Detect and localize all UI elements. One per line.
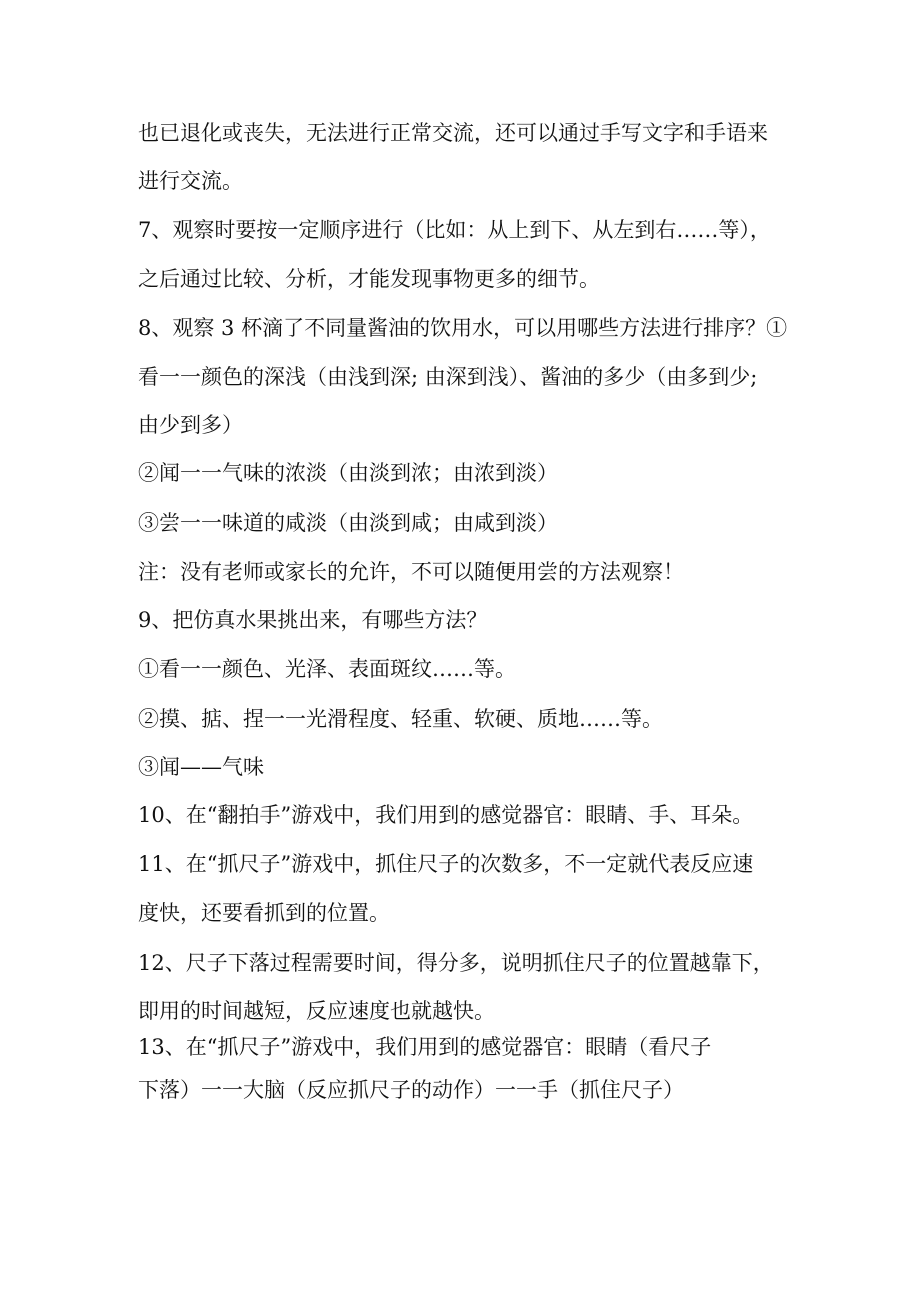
text-line: 下落）一一大脑（反应抓尺子的动作）一一手（抓住尺子） (138, 1078, 684, 1102)
text-line: 12、尺子下落过程需要时间，得分多，说明抓住尺子的位置越靠下， (138, 951, 774, 975)
text-line: 度快，还要看抓到的位置。 (138, 901, 390, 925)
text-line: ③闻——气味 (138, 755, 264, 779)
text-line: ②摸、掂、捏一一光滑程度、轻重、软硬、质地……等。 (138, 707, 663, 731)
text-line: 即用的时间越短，反应速度也就越快。 (138, 999, 495, 1023)
text-line: 7、观察时要按一定顺序进行（比如：从上到下、从左到右……等）， (138, 218, 771, 242)
text-line: 看一一颜色的深浅（由浅到深; 由深到浅）、酱油的多少（由多到少; (138, 365, 758, 389)
text-line: 11、在“抓尺子”游戏中，抓住尺子的次数多，不一定就代表反应速 (138, 852, 754, 876)
text-line: ③尝一一味道的咸淡（由淡到咸；由咸到淡） (138, 511, 558, 535)
text-line: ①看一一颜色、光泽、表面斑纹……等。 (138, 657, 516, 681)
text-line: 9、把仿真水果挑出来，有哪些方法？ (138, 608, 488, 632)
text-line: 13、在“抓尺子”游戏中，我们用到的感觉器官：眼睛（看尺子 (138, 1035, 712, 1059)
text-line: ②闻一一气味的浓淡（由淡到浓；由浓到淡） (138, 461, 558, 485)
text-line: 进行交流。 (138, 169, 243, 193)
text-line: 10、在“翻拍手”游戏中，我们用到的感觉器官：眼睛、手、耳朵。 (138, 803, 754, 827)
text-line: 也已退化或丧失，无法进行正常交流，还可以通过手写文字和手语来 (138, 121, 768, 145)
text-line: 之后通过比较、分析，才能发现事物更多的细节。 (138, 267, 600, 291)
text-line: 由少到多） (138, 413, 243, 437)
text-line: 8、观察 3 杯滴了不同量酱油的饮用水，可以用哪些方法进行排序？① (138, 316, 788, 340)
text-line: 注：没有老师或家长的允许，不可以随便用尝的方法观察！ (138, 560, 684, 584)
